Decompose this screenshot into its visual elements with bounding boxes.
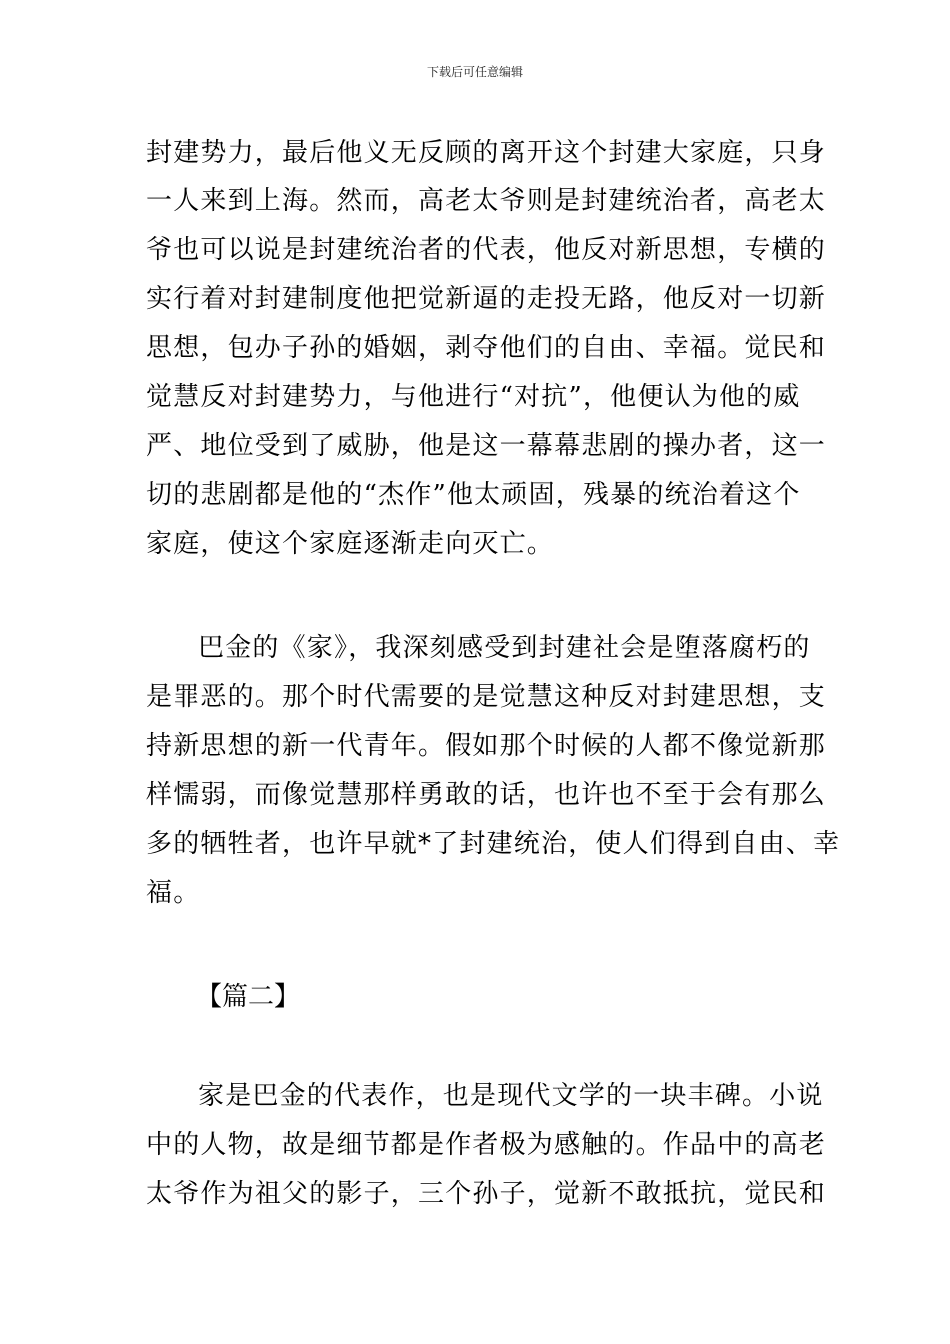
- paragraph-1-line-6: 觉慧反对封建势力，与他进行“对抗”，他便认为他的威: [146, 382, 801, 412]
- paragraph-1-line-2: 一人来到上海。然而，高老太爷则是封建统治者，高老太: [146, 186, 827, 216]
- paragraph-1-line-3: 爷也可以说是封建统治者的代表，他反对新思想，专横的: [146, 235, 827, 265]
- paragraph-3-line-2: 中的人物，故是细节都是作者极为感触的。作品中的高老: [146, 1130, 827, 1160]
- section-heading: 【篇二】: [196, 982, 301, 1012]
- paragraph-2-line-4: 样懦弱，而像觉慧那样勇敢的话，也许也不至于会有那么: [146, 780, 827, 810]
- paragraph-2-line-5: 多的牺牲者，也许早就*了封建统治，使人们得到自由、幸: [146, 829, 841, 859]
- paragraph-3-line-3: 太爷作为祖父的影子，三个孙子，觉新不敢抵抗，觉民和: [146, 1179, 827, 1209]
- paragraph-3-line-1: 家是巴金的代表作，也是现代文学的一块丰碑。小说: [198, 1081, 824, 1111]
- paragraph-2-line-2: 是罪恶的。那个时代需要的是觉慧这种反对封建思想，支: [146, 682, 827, 712]
- paragraph-1-line-4: 实行着对封建制度他把觉新逼的走投无路，他反对一切新: [146, 284, 827, 314]
- page-header: 下载后可任意编辑: [426, 65, 523, 79]
- paragraph-1-line-8: 切的悲剧都是他的“杰作”他太顽固，残暴的统治着这个: [146, 480, 801, 510]
- paragraph-1-line-5: 思想，包办子孙的婚姻，剥夺他们的自由、幸福。觉民和: [146, 333, 827, 363]
- paragraph-1-line-1: 封建势力，最后他义无反顾的离开这个封建大家庭，只身: [146, 138, 827, 168]
- paragraph-2-line-6: 福。: [146, 878, 201, 908]
- paragraph-1-line-9: 家庭，使这个家庭逐渐走向灭亡。: [146, 529, 555, 559]
- paragraph-2-line-3: 持新思想的新一代青年。假如那个时候的人都不像觉新那: [146, 731, 827, 761]
- paragraph-1-line-7: 严、地位受到了威胁，他是这一幕幕悲剧的操办者，这一: [146, 431, 827, 461]
- paragraph-2-line-1: 巴金的《家》，我深刻感受到封建社会是堕落腐朽的: [198, 633, 811, 663]
